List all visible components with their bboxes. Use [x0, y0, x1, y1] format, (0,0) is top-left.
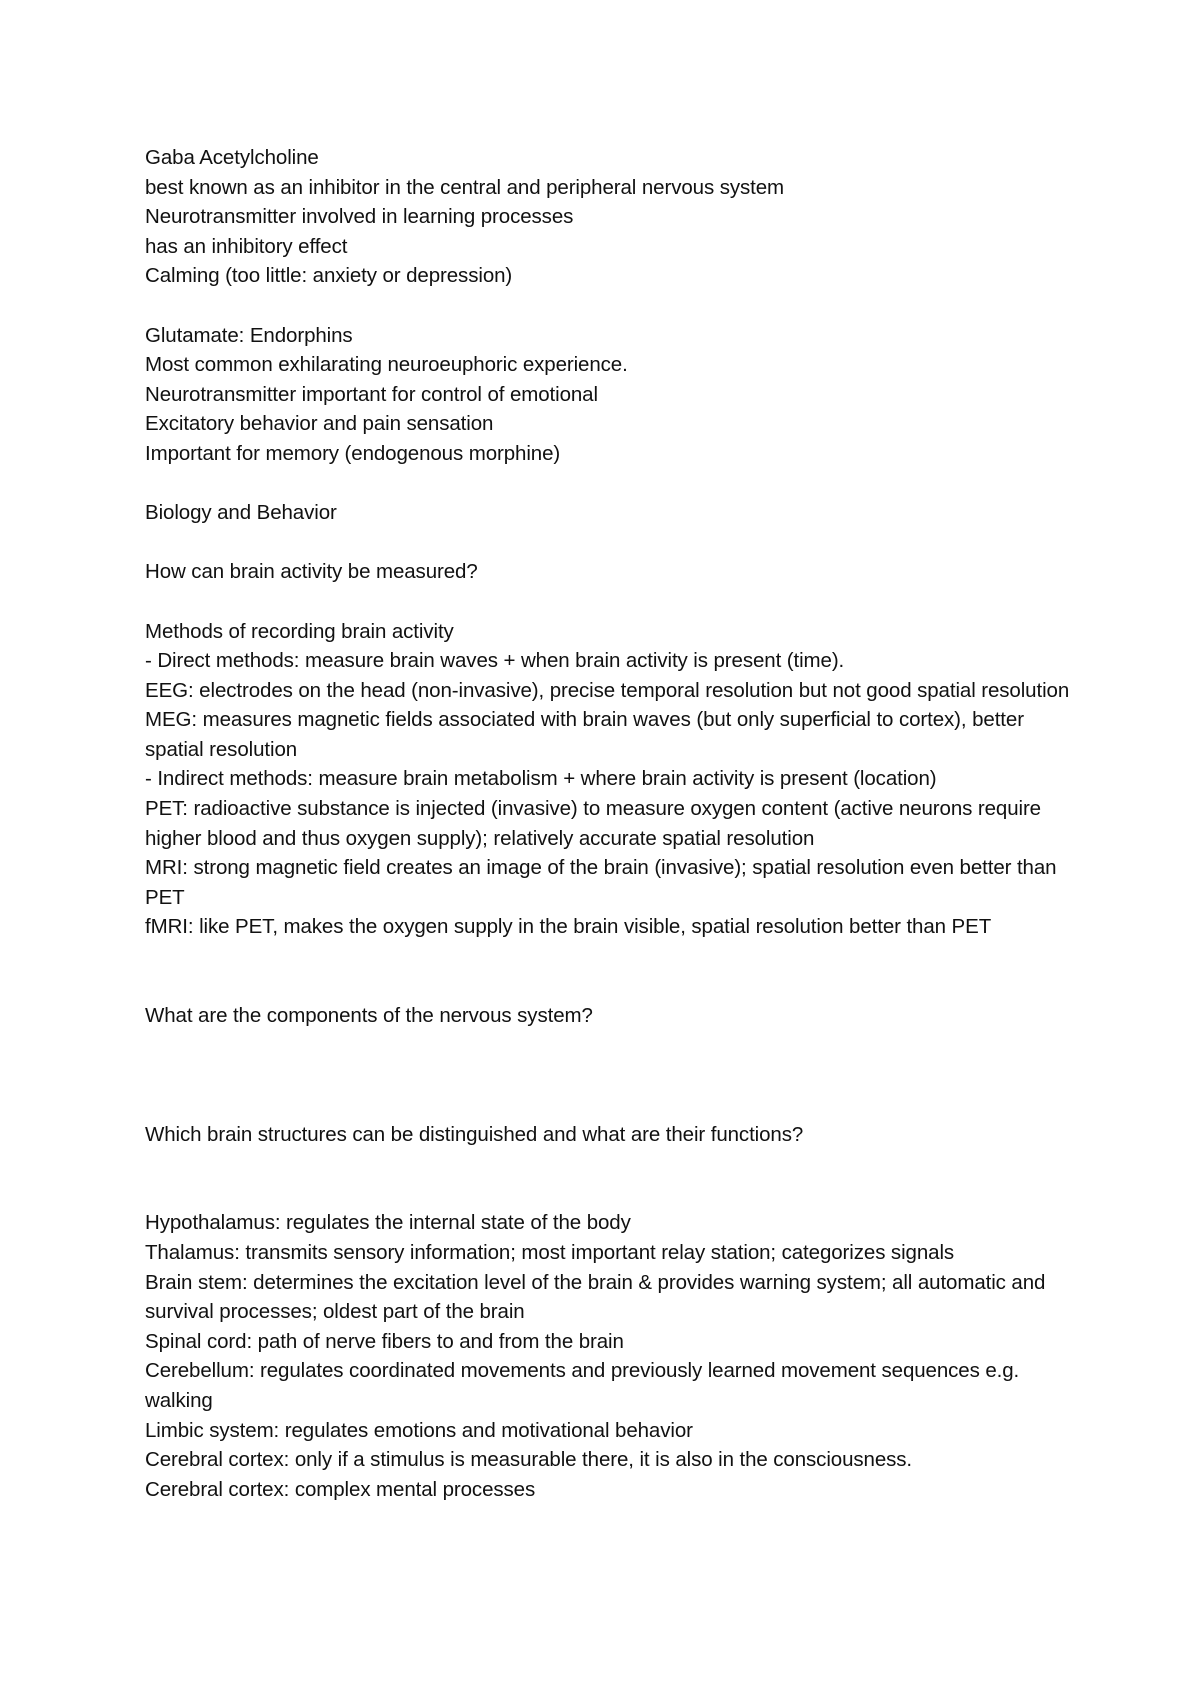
- section-heading-biology: Biology and Behavior: [145, 501, 337, 525]
- text-line: - Direct methods: measure brain waves + when brain activity is present (time).: [145, 649, 845, 673]
- text-line: Calming (too little: anxiety or depression): [145, 264, 513, 288]
- section-heading-gaba: Gaba Acetylcholine: [145, 146, 319, 169]
- text-line: MEG: measures magnetic fields associated with brain waves (but only superficial to cortex), better spatial resolution: [145, 708, 1030, 761]
- document-body: [145, 143, 1080, 1504]
- text-line: Spinal cord: path of nerve fibers to and from the brain: [145, 1329, 624, 1353]
- question-nervous-system: What are the components of the nervous system?: [145, 1004, 593, 1028]
- text-line: Cerebellum: regulates coordinated movements and previously learned movement sequences e.g. walking: [145, 1359, 1025, 1412]
- text-line: Excitatory behavior and pain sensation: [145, 412, 494, 436]
- question-brain-activity: How can brain activity be measured?: [145, 560, 478, 584]
- text-line: MRI: strong magnetic field creates an image of the brain (invasive); spatial resolution even better than PET: [145, 856, 1063, 909]
- text-line: EEG: electrodes on the head (non-invasive), precise temporal resolution but not good spatial resolution: [145, 678, 1070, 702]
- text-line: - Indirect methods: measure brain metabolism + where brain activity is present (location): [145, 767, 937, 791]
- text-line: Neurotransmitter important for control of emotional: [145, 382, 598, 406]
- spacer: [145, 528, 1080, 558]
- text-line: Important for memory (endogenous morphine): [145, 441, 561, 465]
- section-heading-methods: Methods of recording brain activity: [145, 619, 454, 643]
- text-line: fMRI: like PET, makes the oxygen supply in the brain visible, spatial resolution better than PET: [145, 915, 992, 939]
- spacer: [145, 469, 1080, 499]
- text-line: Thalamus: transmits sensory information; most important relay station; categorizes signals: [145, 1240, 955, 1264]
- section-heading-glutamate: Glutamate: Endorphins: [145, 323, 353, 347]
- text-line: has an inhibitory effect: [145, 234, 348, 258]
- text-line: Limbic system: regulates emotions and motivational behavior: [145, 1418, 693, 1442]
- text-line: Most common exhilarating neuroeuphoric experience.: [145, 353, 628, 377]
- spacer: [145, 291, 1080, 321]
- text-line: best known as an inhibitor in the central and peripheral nervous system: [145, 175, 785, 199]
- question-brain-structures: Which brain structures can be distinguished and what are their functions?: [145, 1122, 804, 1146]
- text-line: Brain stem: determines the excitation level of the brain & provides warning system; all automatic and survival processes; oldest part of the brain: [145, 1270, 1051, 1324]
- spacer: [145, 1149, 1080, 1208]
- spacer: [145, 942, 1080, 1001]
- text-line: Neurotransmitter involved in learning processes: [145, 205, 574, 229]
- text-line: Cerebral cortex: only if a stimulus is measurable there, it is also in the consciousness.: [145, 1448, 913, 1472]
- text-line: Cerebral cortex: complex mental processes: [145, 1477, 536, 1501]
- text-line: PET: radioactive substance is injected (invasive) to measure oxygen content (active neurons require higher blood and thus oxygen supply); relatively accurate spatial resolution: [145, 797, 1047, 850]
- spacer: [145, 587, 1080, 617]
- text-line: Hypothalamus: regulates the internal state of the body: [145, 1211, 631, 1235]
- spacer: [145, 1031, 1080, 1120]
